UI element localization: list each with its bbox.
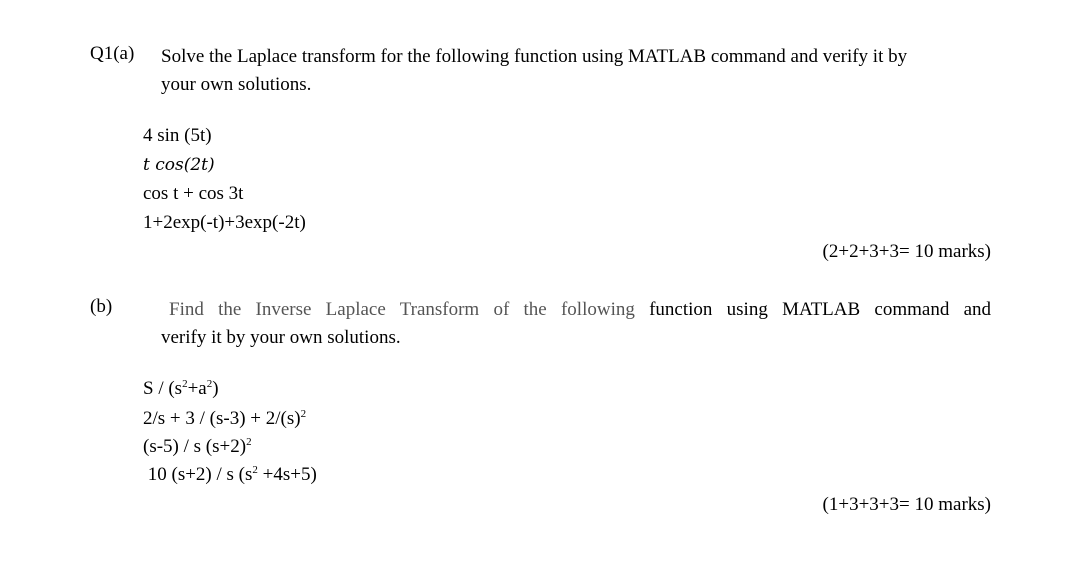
inverse-expression-2-sup: 2 [300,408,307,420]
function-expression-4: 1+2exp(-t)+3exp(-2t) [143,212,306,233]
question-text-q1a-line2: your own solutions. [161,74,312,95]
question-text-q1b [161,296,991,352]
marks-q1a: (2+2+3+3= 10 marks) [822,241,991,262]
inverse-expression-3-pre: (s-5) / s (s+2) [143,436,247,457]
question-text-q1b-line1 [161,296,991,324]
function-expression-1: 4 sin (5t) [143,125,212,146]
inverse-expression-4-pre: 10 (s+2) / s (s [143,464,253,485]
question-text-q1a-line1: Solve the Laplace transform for the following function using MATLAB command and verify it by [161,46,908,67]
function-expression-2: t cos(2t) [143,155,215,175]
inverse-expression-1 [143,378,219,400]
inverse-expression-1-sup1: 2 [182,378,188,390]
inverse-expression-1-post: ) [212,378,219,399]
inverse-expression-2-pre: 2/s + 3 / (s-3) + 2/(s) [143,408,301,429]
marks-q1b: (1+3+3+3= 10 marks) [822,494,991,515]
inverse-expression-1-pre: S / (s [143,378,183,399]
inverse-expression-1-mid: +a [187,378,207,399]
function-expression-3: cos t + cos 3t [143,183,244,204]
question-text-q1b-line1-gray: Find the Inverse Laplace Transform of the following [169,299,635,320]
question-text-q1a [161,43,991,99]
inverse-expression-2 [143,408,306,430]
question-text-q1b-line1-rest: function using MATLAB command and [649,299,992,320]
inverse-expression-3-sup: 2 [246,436,252,448]
inverse-expression-4 [143,464,317,486]
inverse-expression-1-sup2: 2 [206,378,213,390]
question-text-q1b-line2: verify it by your own solutions. [161,327,401,348]
inverse-expression-4-post: +4s+5) [257,464,317,485]
question-label-q1a: Q1(a) [90,43,135,64]
inverse-expression-4-sup: 2 [252,464,258,476]
inverse-expression-3 [143,436,252,458]
question-label-q1b: (b) [90,296,113,317]
